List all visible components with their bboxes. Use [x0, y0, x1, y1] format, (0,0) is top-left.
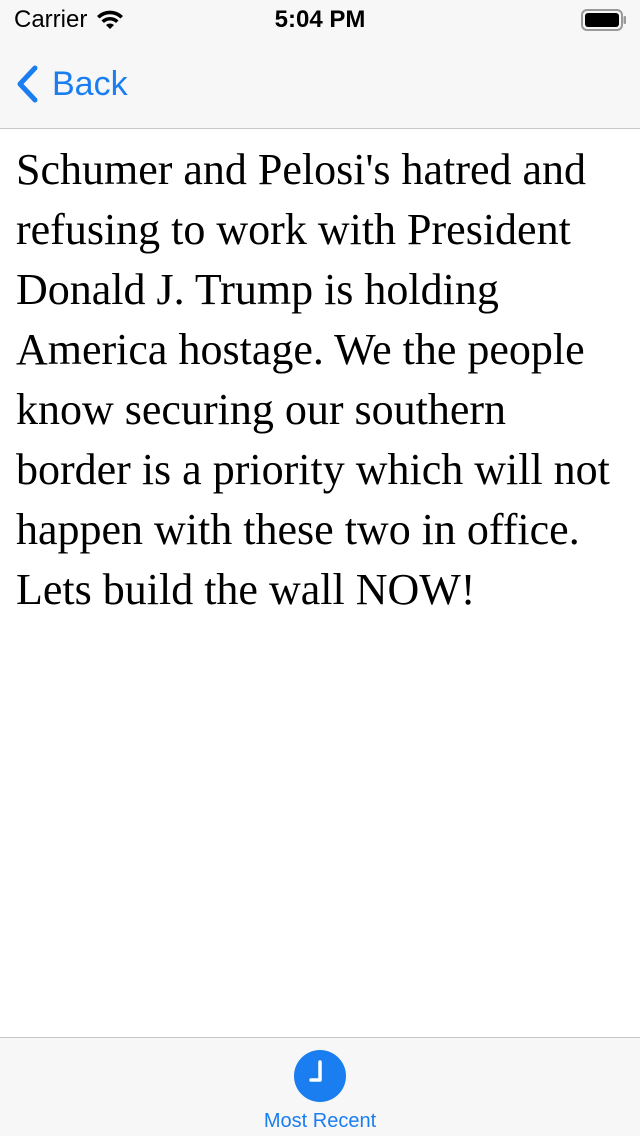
status-bar — [0, 0, 640, 40]
chevron-left-icon — [14, 64, 40, 104]
back-label: Back — [52, 64, 128, 103]
back-button[interactable] — [14, 64, 128, 104]
tab-most-recent[interactable] — [0, 1050, 640, 1133]
carrier-label: Carrier — [14, 6, 88, 33]
tab-label: Most Recent — [263, 1110, 377, 1132]
battery-icon — [581, 9, 627, 31]
status-time: 5:04 PM — [274, 6, 366, 33]
message-content — [16, 140, 616, 620]
message-text: Schumer and Pelosi's hatred and refusing to work with President Donald J. Trump is holding America hostage. We the people know securing our southern border is a priority which will not happen with these two in office. Lets build the wall NOW! — [16, 145, 610, 614]
tab-bar — [0, 1037, 640, 1136]
navigation-bar — [0, 40, 640, 129]
clock-icon — [294, 1050, 346, 1102]
